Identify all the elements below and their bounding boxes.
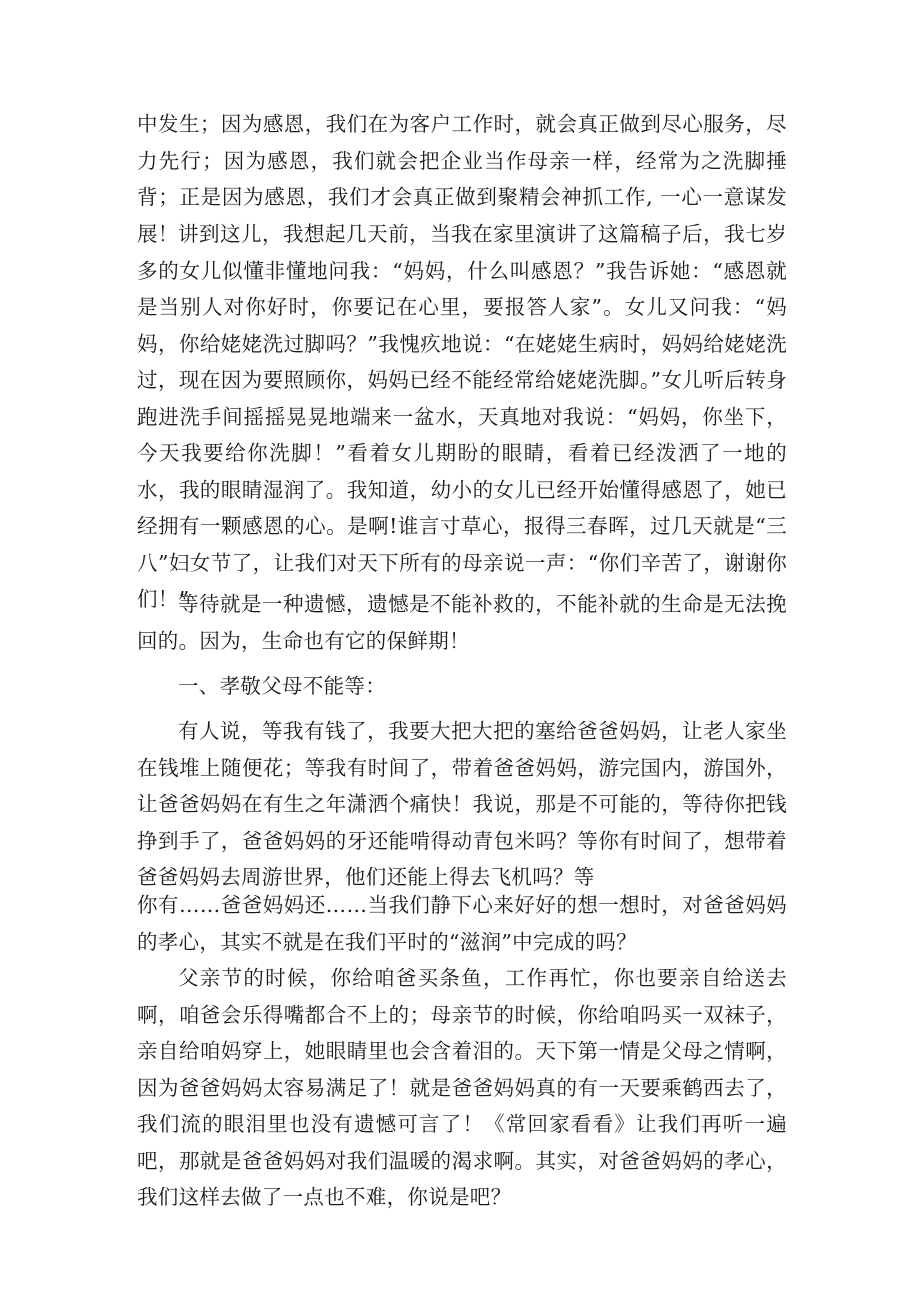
paragraph-daughter-story: 讲到这儿，我想起几天前，当我在家里演讲了这篇稿子后，我七岁多的女儿似懂非懂地问我：“妈妈，什么叫感恩？”我告诉她：“感恩就是当别人对你好时，你要记在心里，要报答人家”。女儿又问我：“妈妈，你给姥姥洗过脚吗？”我愧疚地说：“在姥姥生病时，妈妈给姥姥洗过，现在因为要照顾你，妈妈已经不能经常给姥姥洗脚。”女儿听后转身跑进洗手间摇摇晃晃地端来一盆水，天真地对我说：“妈妈，你坐下，今天我要给你洗脚！”看着女儿期盼的眼睛，看着已经泼洒了一地的水，我的眼睛湿润了。我知道，幼小的女儿已经开始懂得感恩了，她已经拥有一颗感恩的心。是啊!谁言寸草心，报得三春晖，过几天就是“三八”妇女节了，让我们对天下所有的母亲说一声：“你们辛苦了，谢谢你们！” xyxy=(137,222,787,611)
paragraph-waiting-regret: 等待就是一种遗憾，遗憾是不能补救的，不能补就的生命是无法挽回的。因为，生命也有它的保鲜期！ xyxy=(137,592,787,653)
paragraph-parents-day: 父亲节的时候，你给咱爸买条鱼，工作再忙，你也要亲自给送去啊，咱爸会乐得嘴都合不上的；母亲节的时候，你给咱吗买一双袜子，亲自给咱妈穿上，她眼睛里也会含着泪的。天下第一情是父母之情啊，因为爸爸妈妈太容易满足了！就是爸爸妈妈真的有一天要乘鹤西去了，我们流的眼泪里也没有遗憾可言了！《常回家看看》让我们再听一遍吧，那就是爸爸妈妈对我们温暖的渴求啊。其实，对爸爸妈妈的孝心，我们这样去做了一点也不难，你说是吧？ xyxy=(137,966,787,1209)
paragraph-gratitude-work: 中发生；因为感恩，我们在为客户工作时，就会真正做到尽心服务，尽力先行；因为感恩，我们就会把企业当作母亲一样，经常为之洗脚捶背；正是因为感恩，我们才会真正做到聚精会神抓工作, 一心一意谋发展！ xyxy=(137,112,787,246)
paragraph-daily-care: 你有……爸爸妈妈还……当我们静下心来好好的想一想时，对爸爸妈妈的孝心，其实不就是在我们平时的“滋润”中完成的吗？ xyxy=(137,893,787,954)
paragraph-money-and-time: 有人说，等我有钱了，我要大把大把的塞给爸爸妈妈，让老人家坐在钱堆上随便花；等我有时间了，带着爸爸妈妈，游完国内，游国外，让爸爸妈妈在有生之年潇洒个痛快！我说，那是不可能的，等待你把钱挣到手了，爸爸妈妈的牙还能啃得动青包米吗？等你有时间了，想带着爸爸妈妈去周游世界，他们还能上得去飞机吗？等 xyxy=(137,719,787,889)
section-heading-filial-piety: 一、孝敬父母不能等： xyxy=(178,674,386,698)
